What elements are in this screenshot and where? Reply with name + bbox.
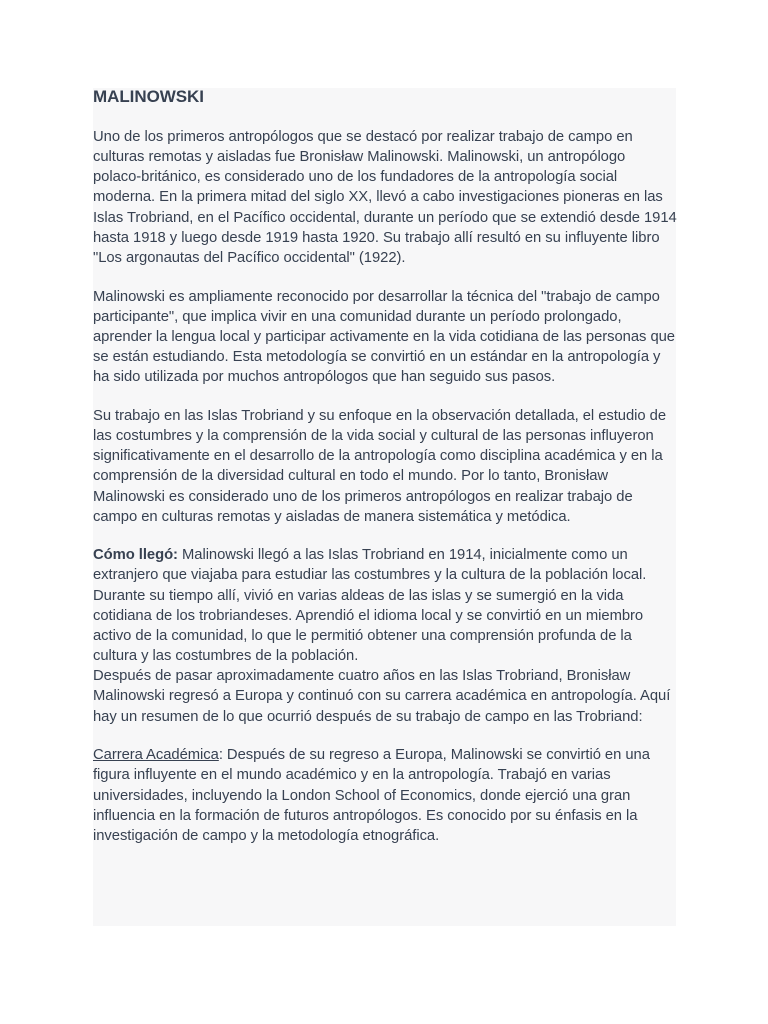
- paragraph-influence: Su trabajo en las Islas Trobriand y su enfoque en la observación detallada, el estudio de las costumbres y la comprensión de la vida social y cultural de las personas influyeron significativamente en el desarrollo de la antropología como disciplina académica y en la comprensión de la diversidad cultural en todo el mundo. Por lo tanto, Bronisław Malinowski es considerado uno de los primeros antropólogos en realizar trabajo de campo en culturas remotas y aisladas de manera sistemática y metódica.: [93, 407, 667, 525]
- paragraph-return: Después de pasar aproximadamente cuatro años en las Islas Trobriand, Bronisław Malinowski regresó a Europa y continuó con su carrera académica en antropología. Aquí hay un resumen de lo que ocurrió después de su trabajo de campo en las Trobriand:: [93, 668, 671, 725]
- document-content: [93, 86, 677, 865]
- paragraph-academic-career: [93, 745, 677, 846]
- paragraph-arrival: [93, 545, 677, 666]
- document-title: MALINOWSKI: [93, 87, 204, 106]
- academic-career-text: : Después de su regreso a Europa, Malinowski se convirtió en una figura influyente en el mundo académico y en la antropología. Trabajó en varias universidades, incluyendo la London School of Economics, donde ejerció una gran influencia en la formación de futuros antropólogos. Es conocido por su énfasis en la investigación de campo y la metodología etnográfica.: [93, 747, 650, 844]
- arrival-label: Cómo llegó:: [93, 547, 178, 564]
- arrival-text: Malinowski llegó a las Islas Trobriand en 1914, inicialmente como un extranjero que viajaba para estudiar las costumbres y la cultura de la población local. Durante su tiempo allí, vivió en varias aldeas de las islas y se sumergió en la vida cotidiana de los trobriandeses. Aprendió el idioma local y se convirtió en un miembro activo de la comunidad, lo que le permitió obtener una comprensión profunda de la cultura y las costumbres de la población.: [93, 547, 647, 665]
- paragraph-intro: Uno de los primeros antropólogos que se destacó por realizar trabajo de campo en culturas remotas y aisladas fue Bronisław Malinowski. Malinowski, un antropólogo polaco-británico, es considerado uno de los fundadores de la antropología social moderna. En la primera mitad del siglo XX, llevó a cabo investigaciones pioneras en las Islas Trobriand, en el Pacífico occidental, durante un período que se extendió desde 1914 hasta 1918 y luego desde 1919 hasta 1920. Su trabajo allí resultó en su influyente libro "Los argonautas del Pacífico occidental" (1922).: [93, 129, 677, 266]
- paragraph-participant-fieldwork: Malinowski es ampliamente reconocido por desarrollar la técnica del "trabajo de campo participante", que implica vivir en una comunidad durante un período prolongado, aprender la lengua local y participar activamente en la vida cotidiana de las personas que se están estudiando. Esta metodología se convirtió en un estándar en la antropología y ha sido utilizada por muchos antropólogos que han seguido sus pasos.: [93, 288, 675, 386]
- academic-career-label: Carrera Académica: [93, 747, 219, 764]
